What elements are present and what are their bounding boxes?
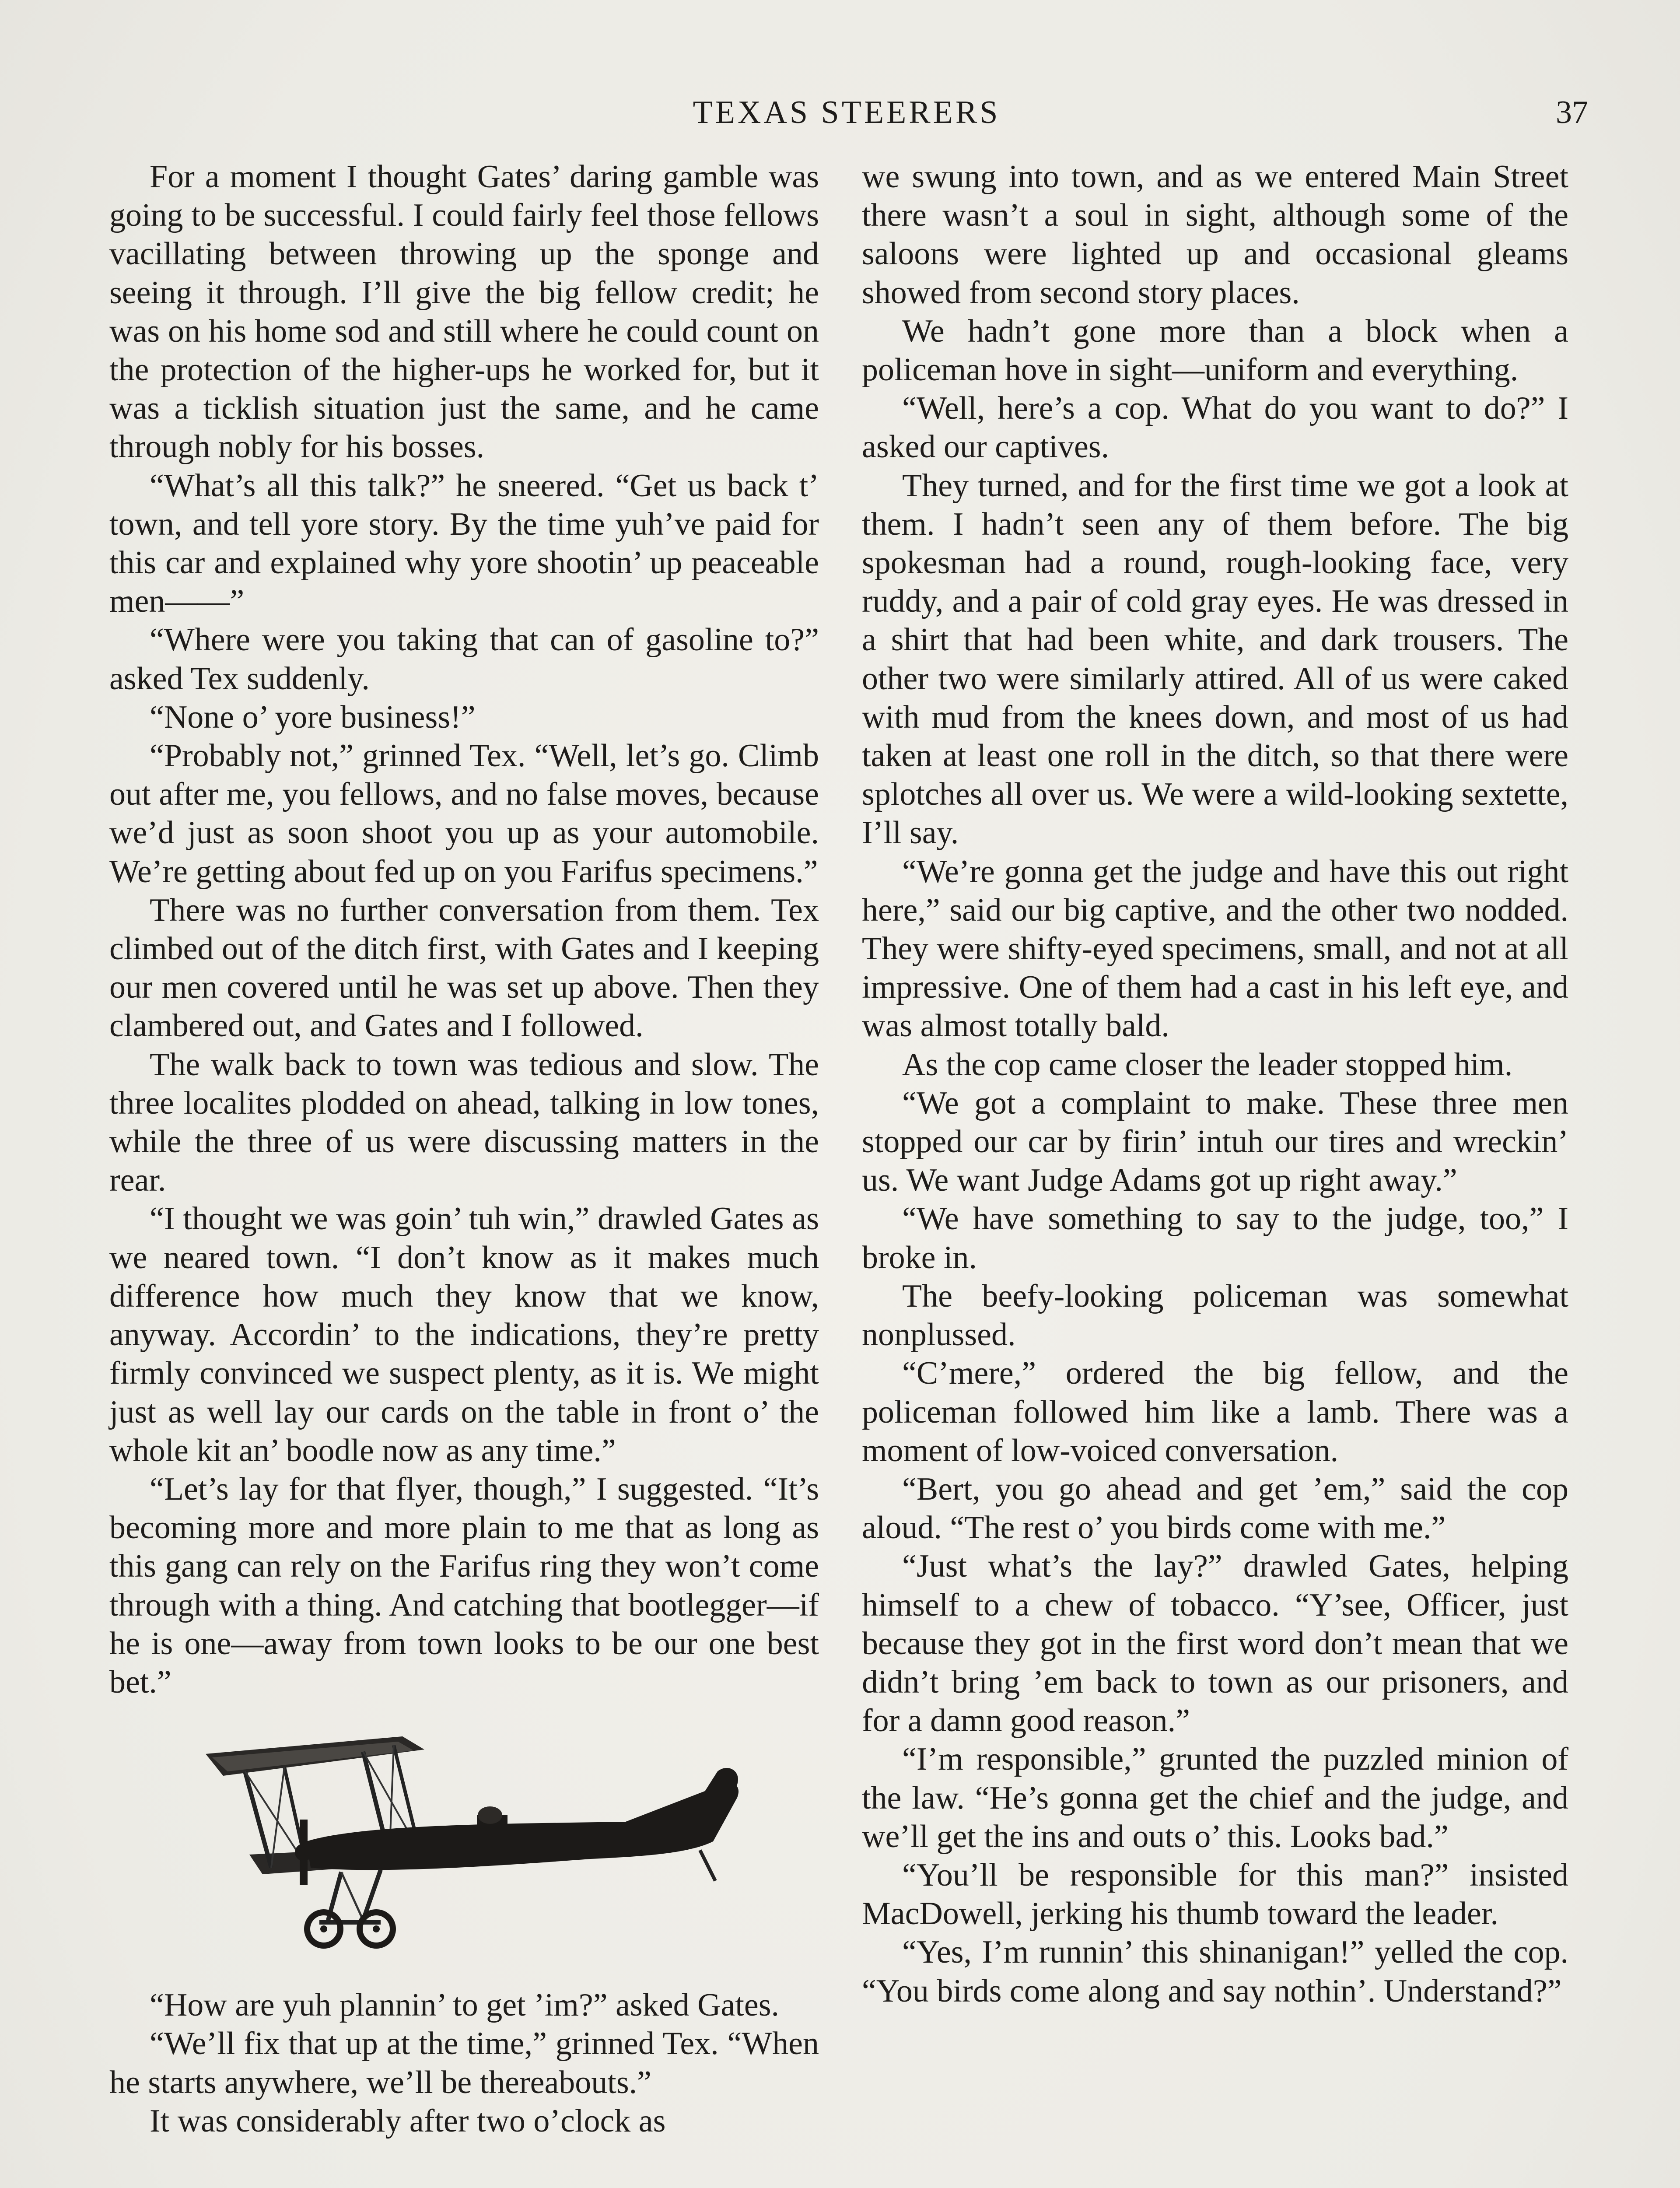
paragraph: They turned, and for the first time we got a look at them. I hadn’t seen any of them before. The big spokesman had a round, rough-looking face, very ruddy, and a pair of cold gray eyes. He was dressed in a shirt that had been white, and dark trousers. The other two were similarly attired. All of us were caked with mud from the knees down, and most of us had taken at least one roll in the ditch, so that there were splotches all over us. We were a wild-looking sextette, I’ll say. bbox=[862, 467, 1568, 851]
paragraph: “We have something to say to the judge, too,” I broke in. bbox=[862, 1201, 1568, 1276]
paragraph: “Let’s lay for that flyer, though,” I suggested. “It’s becoming more and more plain to me that as long as this gang can rely on the Farifus ring they won’t come through with a thing. And catching that bootlegger—if he is one—away from town looks to be our one best bet.” bbox=[109, 1471, 819, 1700]
paragraph: For a moment I thought Gates’ daring gamble was going to be successful. I could fairly feel those fellows vacillating between throwing up the sponge and seeing it through. I’ll give the big fellow credit; he was on his home sod and still where he could count on the protection of the higher-ups he worked for, but it was a ticklish situation just the same, and he came through nobly for his bosses. bbox=[109, 159, 819, 465]
paragraph: “C’mere,” ordered the big fellow, and the policeman followed him like a lamb. There was a moment of low-voiced conversation. bbox=[862, 1355, 1568, 1469]
paragraph: “Just what’s the lay?” drawled Gates, helping himself to a chew of tobacco. “Y’see, Officer, just because they got in the first word don’t mean that we didn’t bring ’em back to town as our prisoners, and for a damn good reason.” bbox=[862, 1548, 1568, 1739]
left-column bbox=[109, 158, 819, 2140]
paragraph: “Probably not,” grinned Tex. “Well, let’s go. Climb out after me, you fellows, and no false moves, because we’d just as soon shoot you up as your automobile. We’re getting about fed up on you Farifus specimens.” bbox=[109, 738, 819, 890]
paragraph: “We’ll fix that up at the time,” grinned Tex. “When he starts anywhere, we’ll be thereabouts.” bbox=[109, 2026, 819, 2100]
page-number: 37 bbox=[1556, 95, 1588, 130]
paragraph: “We’re gonna get the judge and have this out right here,” said our big captive, and the other two nodded. They were shifty-eyed specimens, small, and not at all impressive. One of them had a cast in his left eye, and was almost totally bald. bbox=[862, 853, 1568, 1044]
paragraph: As the cop came closer the leader stopped him. bbox=[902, 1046, 1513, 1083]
paragraph: “None o’ yore business!” bbox=[150, 699, 476, 735]
paragraph: “How are yuh plannin’ to get ’im?” asked Gates. bbox=[150, 1987, 780, 2023]
paragraph: The walk back to town was tedious and slow. The three localites plodded on ahead, talking in low tones, while the three of us were discussing matters in the rear. bbox=[109, 1046, 819, 1199]
paragraph: “Well, here’s a cop. What do you want to do?” I asked our captives. bbox=[862, 390, 1568, 465]
paragraph: “I’m responsible,” grunted the puzzled minion of the law. “He’s gonna get the chief and the judge, and we’ll get the ins and outs o’ this. Looks bad.” bbox=[862, 1741, 1568, 1855]
biplane-icon bbox=[197, 1710, 744, 1973]
paragraph: “Bert, you go ahead and get ’em,” said the cop aloud. “The rest o’ you birds come with me.” bbox=[862, 1471, 1568, 1546]
running-title: TEXAS STEERERS bbox=[693, 95, 1001, 130]
paragraph: “What’s all this talk?” he sneered. “Get us back t’ town, and tell yore story. By the time yuh’ve paid for this car and explained why yore shootin’ up peaceable men——” bbox=[109, 467, 819, 620]
paragraph: The beefy-looking policeman was somewhat nonplussed. bbox=[862, 1278, 1568, 1353]
right-column bbox=[862, 158, 1568, 2010]
paragraph: “We got a complaint to make. These three men stopped our car by firin’ intuh our tires and wreckin’ us. We want Judge Adams got up right away.” bbox=[862, 1085, 1568, 1199]
paragraph: There was no further conversation from them. Tex climbed out of the ditch first, with Gates and I keeping our men covered until he was set up above. Then they clambered out, and Gates and I followed. bbox=[109, 892, 819, 1044]
paragraph: “You’ll be responsible for this man?” insisted MacDowell, jerking his thumb toward the leader. bbox=[862, 1857, 1568, 1932]
paragraph: “Yes, I’m runnin’ this shinanigan!” yelled the cop. “You birds come along and say nothin’. Understand?” bbox=[862, 1934, 1568, 2009]
biplane-illustration bbox=[109, 1710, 819, 1981]
running-head bbox=[105, 94, 1588, 138]
paragraph: It was considerably after two o’clock as bbox=[150, 2103, 666, 2139]
paragraph: We hadn’t gone more than a block when a policeman hove in sight—uniform and everything. bbox=[862, 313, 1568, 388]
paragraph: “I thought we was goin’ tuh win,” drawled Gates as we neared town. “I don’t know as it makes much difference how much they know that we know, anyway. Accordin’ to the indications, they’re pretty firmly convinced we suspect plenty, as it is. We might just as well lay our cards on the table in front o’ the whole kit an’ boodle now as any time.” bbox=[109, 1201, 819, 1469]
paragraph: we swung into town, and as we entered Main Street there wasn’t a soul in sight, although some of the saloons were lighted up and occasional gleams showed from second story places. bbox=[862, 159, 1568, 311]
paragraph: “Where were you taking that can of gasoline to?” asked Tex suddenly. bbox=[109, 622, 819, 697]
